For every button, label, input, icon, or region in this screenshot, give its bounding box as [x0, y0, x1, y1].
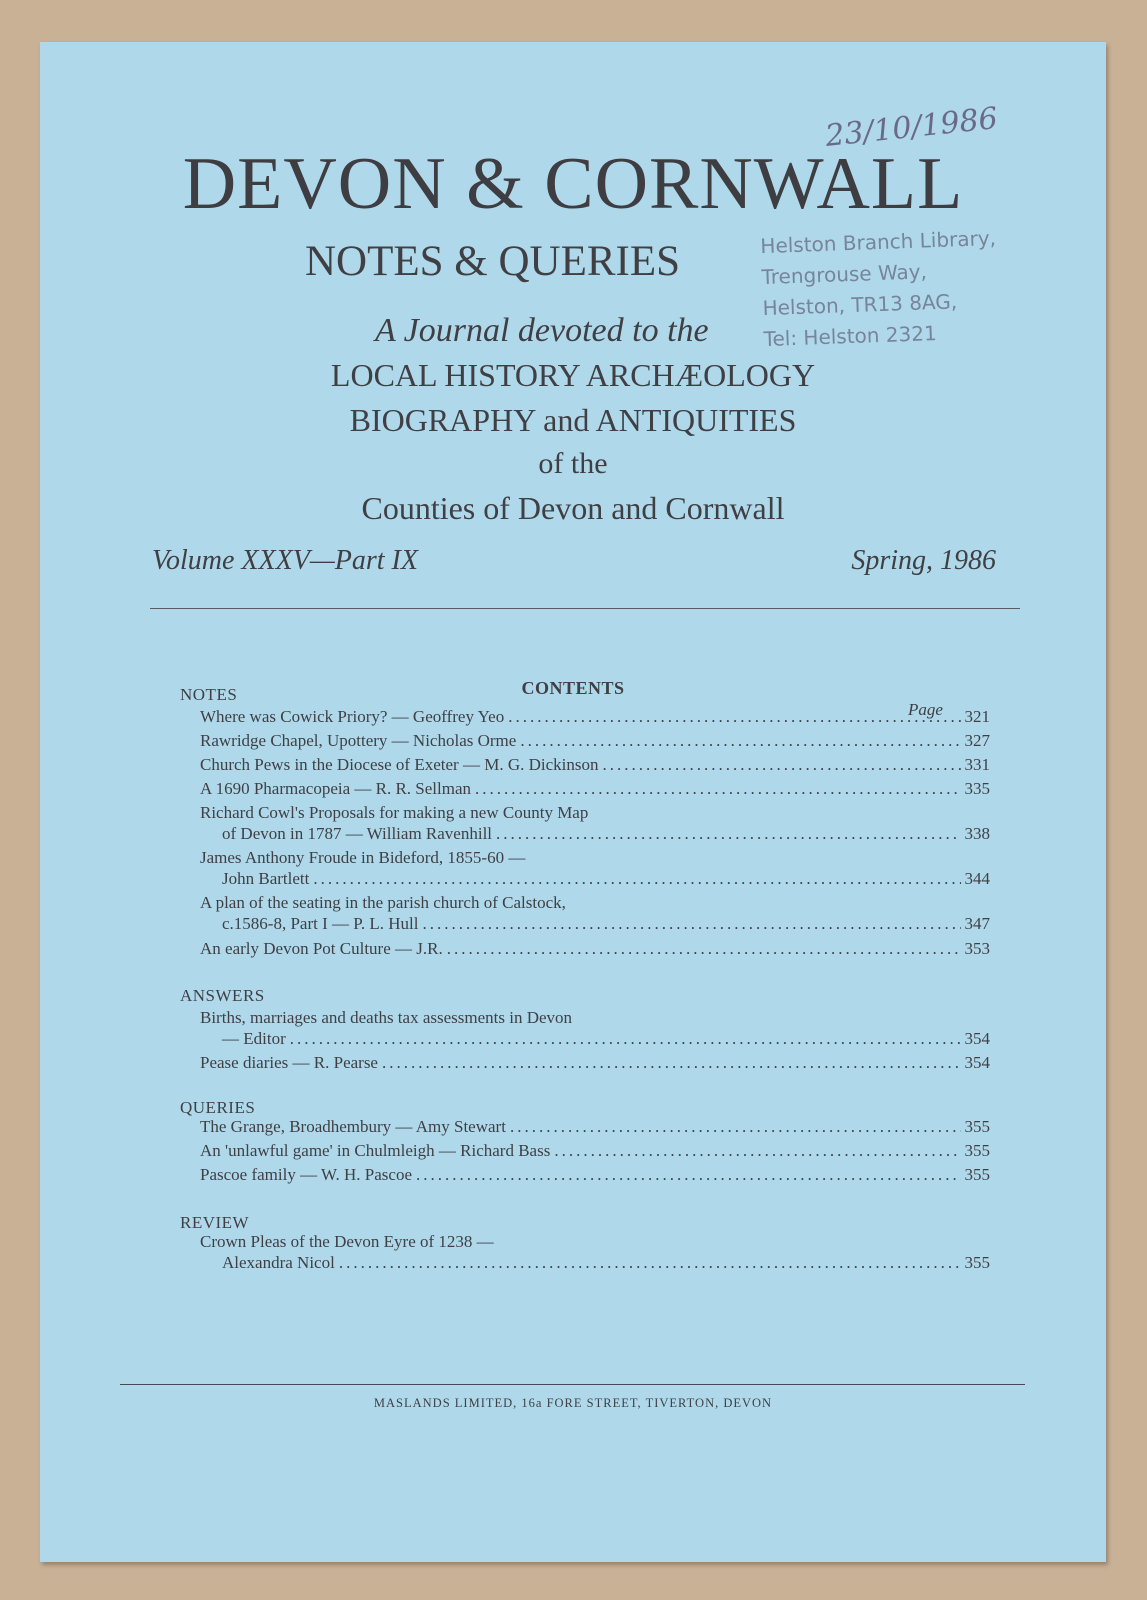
entry-title: The Grange, Broadhembury — Amy Stewart [200, 1117, 506, 1136]
stamp-line-4: Tel: Helston 2321 [763, 321, 938, 352]
entry-title: Where was Cowick Priory? — Geoffrey Yeo [200, 707, 505, 726]
entry-title: Rawridge Chapel, Upottery — Nicholas Orme [200, 731, 517, 750]
volume-label: Volume XXXV—Part IX [152, 545, 418, 576]
entry-page: 338 [964, 824, 990, 843]
entry-page: 355 [964, 1117, 990, 1136]
toc-entry [222, 1028, 990, 1050]
description-line-2: LOCAL HISTORY ARCHÆOLOGY [330, 357, 816, 393]
journal-title: DEVON & CORNWALL [182, 143, 964, 225]
entry-title: Pascoe family — W. H. Pascoe [200, 1165, 412, 1184]
entry-page: 331 [964, 755, 990, 774]
leader-dots [313, 868, 960, 890]
journal-subtitle: NOTES & QUERIES [305, 238, 681, 285]
leader-dots [554, 1140, 960, 1162]
entry-title: Pease diaries — R. Pearse [200, 1053, 378, 1072]
entry-page: 353 [964, 939, 990, 958]
section-queries: QUERIES [180, 1098, 256, 1117]
entry-title: An 'unlawful game' in Chulmleigh — Richard Bass [200, 1141, 551, 1160]
toc-entry [200, 1116, 990, 1138]
entry-page: 354 [964, 1029, 990, 1048]
entry-first-line: Crown Pleas of the Devon Eyre of 1238 — [200, 1232, 494, 1251]
toc-entry [200, 706, 990, 728]
leader-dots [382, 1052, 961, 1074]
footer-divider [120, 1384, 1025, 1385]
page-column-label: Page [908, 700, 943, 719]
section-review: REVIEW [180, 1213, 250, 1232]
leader-dots [447, 938, 961, 960]
stamp-line-2: Trengrouse Way, [761, 259, 928, 290]
description-line-5: Counties of Devon and Cornwall [361, 490, 785, 526]
leader-dots [602, 754, 960, 776]
leader-dots [520, 730, 960, 752]
entry-first-line: A plan of the seating in the parish church of Calstock, [200, 893, 566, 912]
entry-title: Church Pews in the Diocese of Exeter — M. G. Dickinson [200, 755, 599, 774]
journal-description: A Journal devoted to the [375, 312, 709, 349]
entry-page: 335 [964, 779, 990, 798]
library-stamp [760, 223, 1000, 355]
entry-page: 344 [964, 869, 990, 888]
entry-page: 355 [964, 1165, 990, 1184]
journal-cover [40, 42, 1106, 1562]
leader-dots [496, 823, 960, 845]
season-label: Spring, 1986 [851, 545, 996, 576]
description-line-3: BIOGRAPHY and ANTIQUITIES [349, 402, 797, 438]
entry-title: c.1586-8, Part I — P. L. Hull [222, 914, 419, 933]
entry-page: 355 [964, 1253, 990, 1272]
entry-title: of Devon in 1787 — William Ravenhill [222, 824, 493, 843]
stamp-line-1: Helston Branch Library, [760, 225, 997, 259]
toc-entry [200, 778, 990, 800]
entry-first-line: James Anthony Froude in Bideford, 1855-60 — [200, 848, 526, 867]
printer-imprint: MASLANDS LIMITED, 16a FORE STREET, TIVERTON, DEVON [373, 1396, 773, 1410]
leader-dots [508, 706, 960, 728]
entry-page: 327 [964, 731, 990, 750]
entry-first-line: Richard Cowl's Proposals for making a new County Map [200, 803, 589, 822]
entry-page: 355 [964, 1141, 990, 1160]
entry-page: 354 [964, 1053, 990, 1072]
leader-dots [416, 1164, 961, 1186]
entry-title: John Bartlett [222, 869, 310, 888]
toc-entry [222, 913, 990, 935]
leader-dots [339, 1252, 961, 1274]
contents-heading: CONTENTS [521, 678, 625, 698]
toc-entry [222, 1252, 990, 1274]
entry-title: An early Devon Pot Culture — J.R. [200, 939, 443, 958]
divider [150, 608, 1020, 609]
handwritten-date: 23/10/1986 [823, 101, 1000, 154]
entry-page: 321 [964, 707, 990, 726]
section-notes: NOTES [180, 685, 238, 704]
leader-dots [422, 913, 960, 935]
entry-first-line: Births, marriages and deaths tax assessments in Devon [200, 1008, 573, 1027]
entry-title: A 1690 Pharmacopeia — R. R. Sellman [200, 779, 472, 798]
toc-entry [200, 1164, 990, 1186]
leader-dots [475, 778, 960, 800]
toc-entry [222, 868, 990, 890]
toc-entry [200, 1140, 990, 1162]
toc-entry [200, 730, 990, 752]
toc-entry [222, 823, 990, 845]
entry-page: 347 [964, 914, 990, 933]
toc-entry [200, 754, 990, 776]
toc-entry [200, 1052, 990, 1074]
toc-entry [200, 938, 990, 960]
leader-dots [510, 1116, 961, 1138]
section-answers: ANSWERS [180, 986, 265, 1005]
description-line-4: of the [538, 447, 608, 480]
leader-dots [290, 1028, 961, 1050]
stamp-line-3: Helston, TR13 8AG, [762, 289, 958, 321]
entry-title: Alexandra Nicol [222, 1253, 335, 1272]
entry-title: — Editor [222, 1029, 286, 1048]
